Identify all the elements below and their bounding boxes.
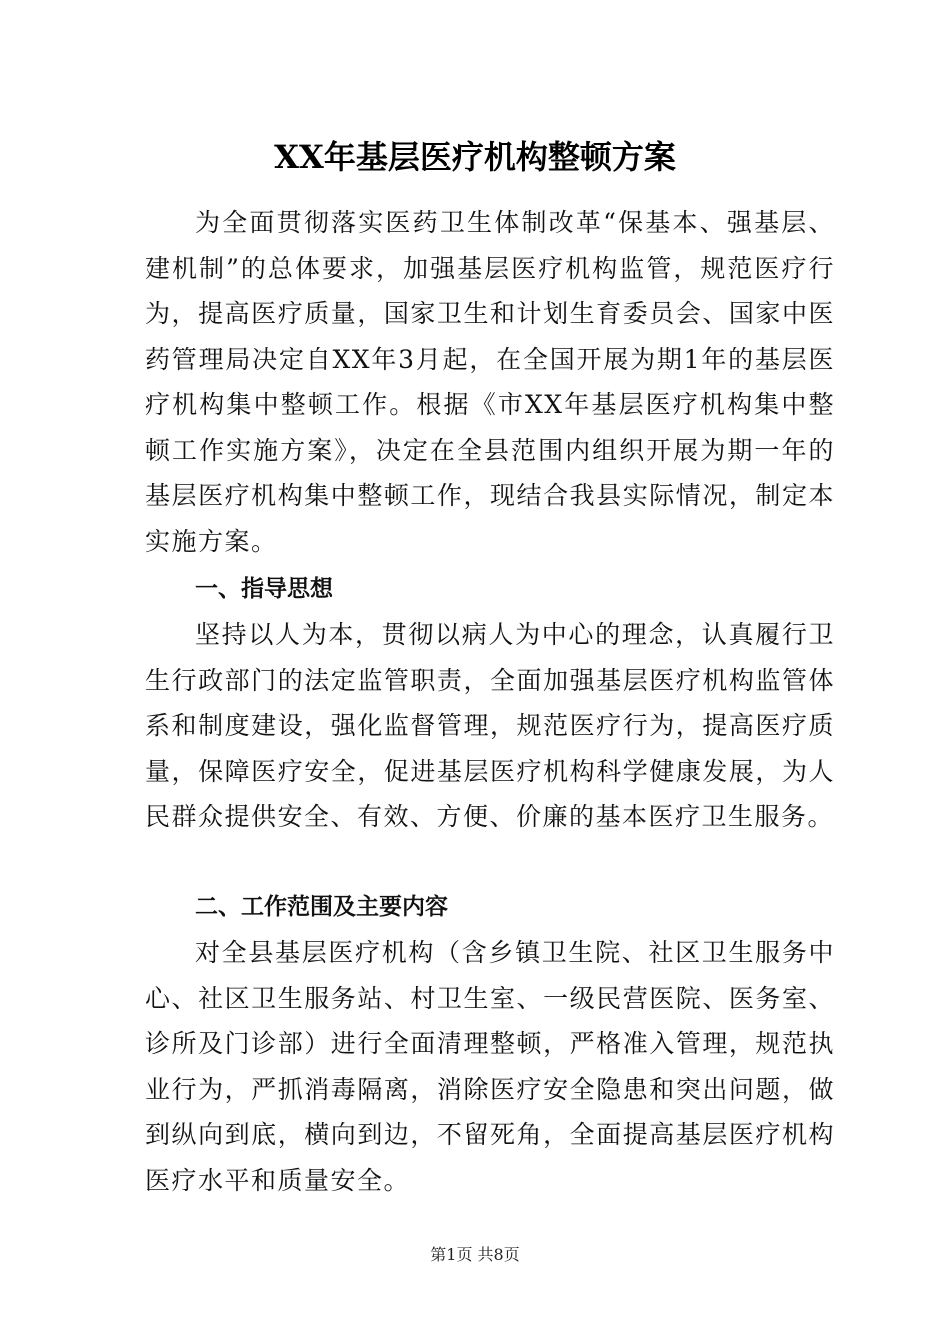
page-footer: 第1页 共8页 xyxy=(430,1245,520,1264)
intro-paragraph: 为全面贯彻落实医药卫生体制改革“保基本、强基层、建机制”的总体要求，加强基层医疗机构监管，规范医疗行为，提高医疗质量，国家卫生和计划生育委员会、国家中医药管理局决定自XX年3月起，在全国开展为期1年的基层医疗机构集中整顿工作。根据《市XX年基层医疗机构集中整顿工作实施方案》，决定在全县范围内组织开展为期一年的基层医疗机构集中整顿工作，现结合我县实际情况，制定本实施方案。 xyxy=(145,208,835,556)
section-heading-scope: 二、工作范围及主要内容 xyxy=(195,894,448,920)
document-title: XX年基层医疗机构整顿方案 xyxy=(274,138,676,176)
section-heading-guiding-ideology: 一、指导思想 xyxy=(195,576,333,602)
guiding-ideology-paragraph: 坚持以人为本，贯彻以病人为中心的理念，认真履行卫生行政部门的法定监管职责，全面加强基层医疗机构监管体系和制度建设，强化监督管理，规范医疗行为，提高医疗质量，保障医疗安全，促进基层医疗机构科学健康发展，为人民群众提供安全、有效、方便、价廉的基本医疗卫生服务。 xyxy=(145,620,835,831)
scope-paragraph: 对全县基层医疗机构（含乡镇卫生院、社区卫生服务中心、社区卫生服务站、村卫生室、一级民营医院、医务室、诊所及门诊部）进行全面清理整顿，严格准入管理，规范执业行为，严抓消毒隔离，消除医疗安全隐患和突出问题，做到纵向到底，横向到边，不留死角，全面提高基层医疗机构医疗水平和质量安全。 xyxy=(145,938,835,1195)
